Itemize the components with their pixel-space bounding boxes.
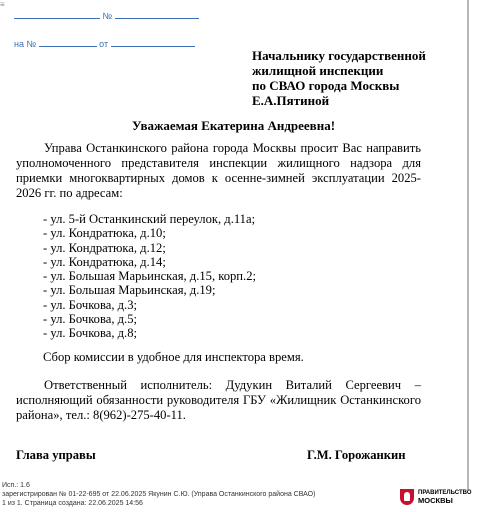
addressee-line: Начальнику государственной (252, 48, 426, 63)
registration-number-label: № (102, 11, 113, 21)
addressee-block (252, 48, 452, 108)
address-item: - ул. Бочкова, д.5; (43, 312, 137, 327)
signature-name: Г.М. Горожанкин (307, 448, 406, 462)
logo-line-2: МОСКВЫ (418, 495, 453, 505)
address-item: - ул. Кондратюка, д.12; (43, 240, 166, 255)
stamp-line: зарегистрирован № 01-22-695 от 22.06.2025 Якунин С.Ю. (Управа Останкинского района СВАО) (2, 491, 316, 498)
salutation: Уважаемая Екатерина Андреевна! (131, 118, 336, 133)
reference-number-line (14, 38, 195, 49)
address-item: - ул. Бочкова, д.3; (43, 297, 137, 312)
logo-line-1: ПРАВИТЕЛЬСТВО (418, 489, 472, 496)
address-item: - ул. Большая Марьинская, д.15, корп.2; (43, 269, 256, 284)
address-item: - ул. Большая Марьинская, д.19; (43, 283, 216, 298)
stamp-line: Исп.: 1.6 (2, 482, 30, 489)
address-list (43, 212, 256, 341)
addressee-line: Е.А.Пятиной (252, 93, 330, 108)
address-item: - ул. Бочкова, д.8; (43, 326, 137, 341)
commission-paragraph: Сбор комиссии в удобное для инспектора время. (43, 350, 304, 364)
responsible-person-paragraph: Ответственный исполнитель: Дудукин Виталий Сергеевич – исполняющий обязанности руководителя ГБУ «Жилищник Останкинского района», тел.: 8(962)-275-40-11. (16, 378, 421, 422)
signature-title: Глава управы (16, 448, 96, 462)
reference-date-blank (111, 38, 195, 47)
registration-stamp (2, 481, 315, 508)
address-item: - ул. Кондратюка, д.14; (43, 254, 166, 269)
registration-number-line (14, 10, 199, 21)
document-corner-mark: ≡ (0, 0, 5, 9)
stamp-line: 1 из 1. Страница создана: 22.06.2025 14:56 (2, 500, 143, 507)
reference-from-label: от (99, 39, 109, 49)
address-item: - ул. 5-й Останкинский переулок, д.11а; (43, 212, 256, 226)
moscow-government-logo (400, 489, 472, 505)
addressee-line: жилищной инспекции (252, 63, 384, 78)
logo-text (418, 490, 472, 505)
coat-of-arms-icon (400, 489, 414, 505)
page-edge-divider (467, 0, 469, 490)
registration-date-blank (14, 10, 100, 19)
request-paragraph: Управа Останкинского района города Москвы просит Вас направить уполномоченного представителя инспекции жилищного надзора для приемки многоквартирных домов к осенне-зимней эксплуатации 2025-2026 гг. по адресам: (16, 141, 421, 200)
reference-prefix: на № (14, 39, 37, 49)
addressee-line: по СВАО города Москвы (252, 78, 400, 93)
address-item: - ул. Кондратюка, д.10; (43, 226, 166, 241)
registration-number-blank (115, 10, 199, 19)
reference-number-blank (39, 38, 97, 47)
